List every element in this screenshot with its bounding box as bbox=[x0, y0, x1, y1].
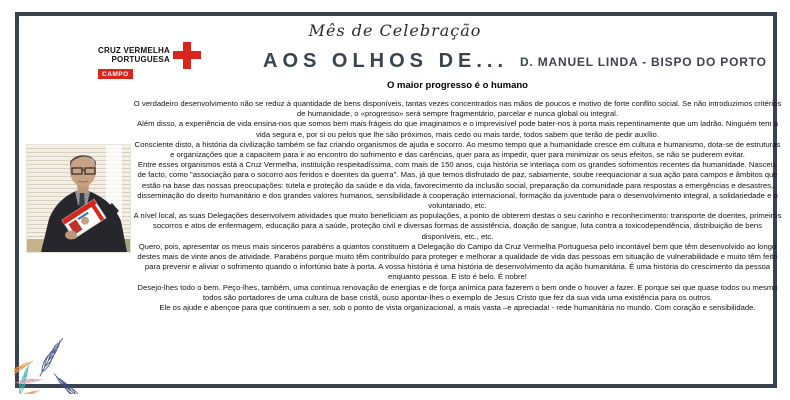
paragraph: Consciente disto, a história da civilização também se faz criando organismos de ajuda e socorro. Ao mesmo tempo que a humanidade cresce em cultura e humanismo, dota-se de estruturas e organizações que a capacitem para ir ao encontro do sofrimento e das carências, quer para as impedir, quer para minimizar os seus efeitos, se não se puderem evitar. bbox=[134, 139, 781, 160]
paragraph: Entre esses organismos está a Cruz Vermelha, instituição respeitadíssima, com mais de 150 anos, cuja história se interlaça com os grandes sofrimentos recentes da humanidade. Nasceu, de facto, como "associação para o socorro aos feridos e doentes da guerra". Mas, já que temos disfrutado de paz, sabiamente, soube reequacionar a sua ação para campos e âmbitos que estão na base das nossas preocupações: tutela e proteção da saúde e da vida, favorecimento da inclusão social, preparação da comunidade para respostas a emergências e desastres, disseminação do direito humanitário e dos grandes valores humanos, sensibilidade à cooperação internacional, formação da juventude para o desenvolvimento integral, a solidariedade e o voluntariado, etc. bbox=[137, 160, 778, 211]
paragraph: Além disso, a experiência de vida ensina-nos que somos bem mais frágeis do que imaginamos e o imprevisível pode bater-nos à porta mais repentinamente que um ladrão. Ninguém tem a vida segura e, por si ou pelos que lhe são próximos, mais cedo ou mais tarde, todos sabem que terão de pedir auxílio. bbox=[137, 119, 778, 139]
script-header: Mês de Celebração bbox=[308, 21, 482, 40]
paragraph: O verdadeiro desenvolvimento não se reduz à quantidade de bens disponíveis, tantas vezes concentrados nas mãos de poucos e motivo de forte conflito social. Se não introduzimos critérios de humanidade, o «progresso» será sempre fragmentário, parcelar e nunca global ou integral. bbox=[133, 99, 782, 119]
article-body bbox=[133, 99, 782, 313]
paragraph: A nível local, as suas Delegações desenvolvem atividades que muito beneficiam as populações, a ponto de obterem destas o seu carinho e reconhecimento: transporte de doentes, primeiros socorros e atos de enfermagem, educação para a saúde, proteção civil e diversas formas de assistência, doação de sangue, luta contra a toxicodependência, distribuição de bens disponíveis, etc., etc. bbox=[133, 211, 782, 241]
logo-line1: CRUZ VERMELHA bbox=[98, 46, 170, 55]
paragraph: Quero, pois, apresentar os meus mais sinceros parabéns a quantos constituem a Delegação do Campo da Cruz Vermelha Portuguesa pelo incontável bem que têm desenvolvido ao longo destes mais de vinte anos de atividade. Parabéns porque muito têm contribuído para proteger e melhorar a qualidade de vida das pessoas em situação de vulnerabilidade e muito têm feito para prevenir e aliviar o sofrimento quando o infortúnio bate à porta. A vossa história é uma história de desenvolvimento da ação humanitária. É uma história do crescimento da pessoa enquanto pessoa. E isto é belo. É nobre! bbox=[137, 241, 778, 282]
page-title: AOS OLHOS DE... bbox=[263, 50, 509, 72]
article-subtitle: O maior progresso é o humano bbox=[387, 80, 528, 91]
author-title: D. MANUEL LINDA - BISPO DO PORTO bbox=[520, 55, 767, 69]
campo-badge: CAMPO bbox=[98, 69, 133, 79]
paragraph: Ele os ajude e abençoe para que continuem a ser, sob o ponto de vista organizacional, a mais vasta –e apreciada! - rede humanitária no mundo. Com coração e sensibilidade. bbox=[159, 303, 756, 313]
cruz-vermelha-logo bbox=[98, 42, 208, 78]
feather-decoration-icon bbox=[14, 338, 92, 394]
bishop-photo bbox=[27, 145, 130, 252]
bishop-figure bbox=[27, 145, 130, 252]
red-cross-icon bbox=[173, 42, 201, 69]
paragraph: Desejo-lhes todo o bem. Peço-lhes, também, uma contínua renovação de energias e de força anímica para fazerem o bem onde o houver a fazer. E porque sei que quase todos ou mesmo todos são portadores de uma cultura de base cristã, ouso apontar-lhes o exemplo de Jesus Cristo que fez da sua vida uma existência para os outros. bbox=[137, 282, 778, 302]
logo-line2: PORTUGUESA bbox=[111, 54, 170, 64]
logo-text bbox=[98, 42, 170, 64]
